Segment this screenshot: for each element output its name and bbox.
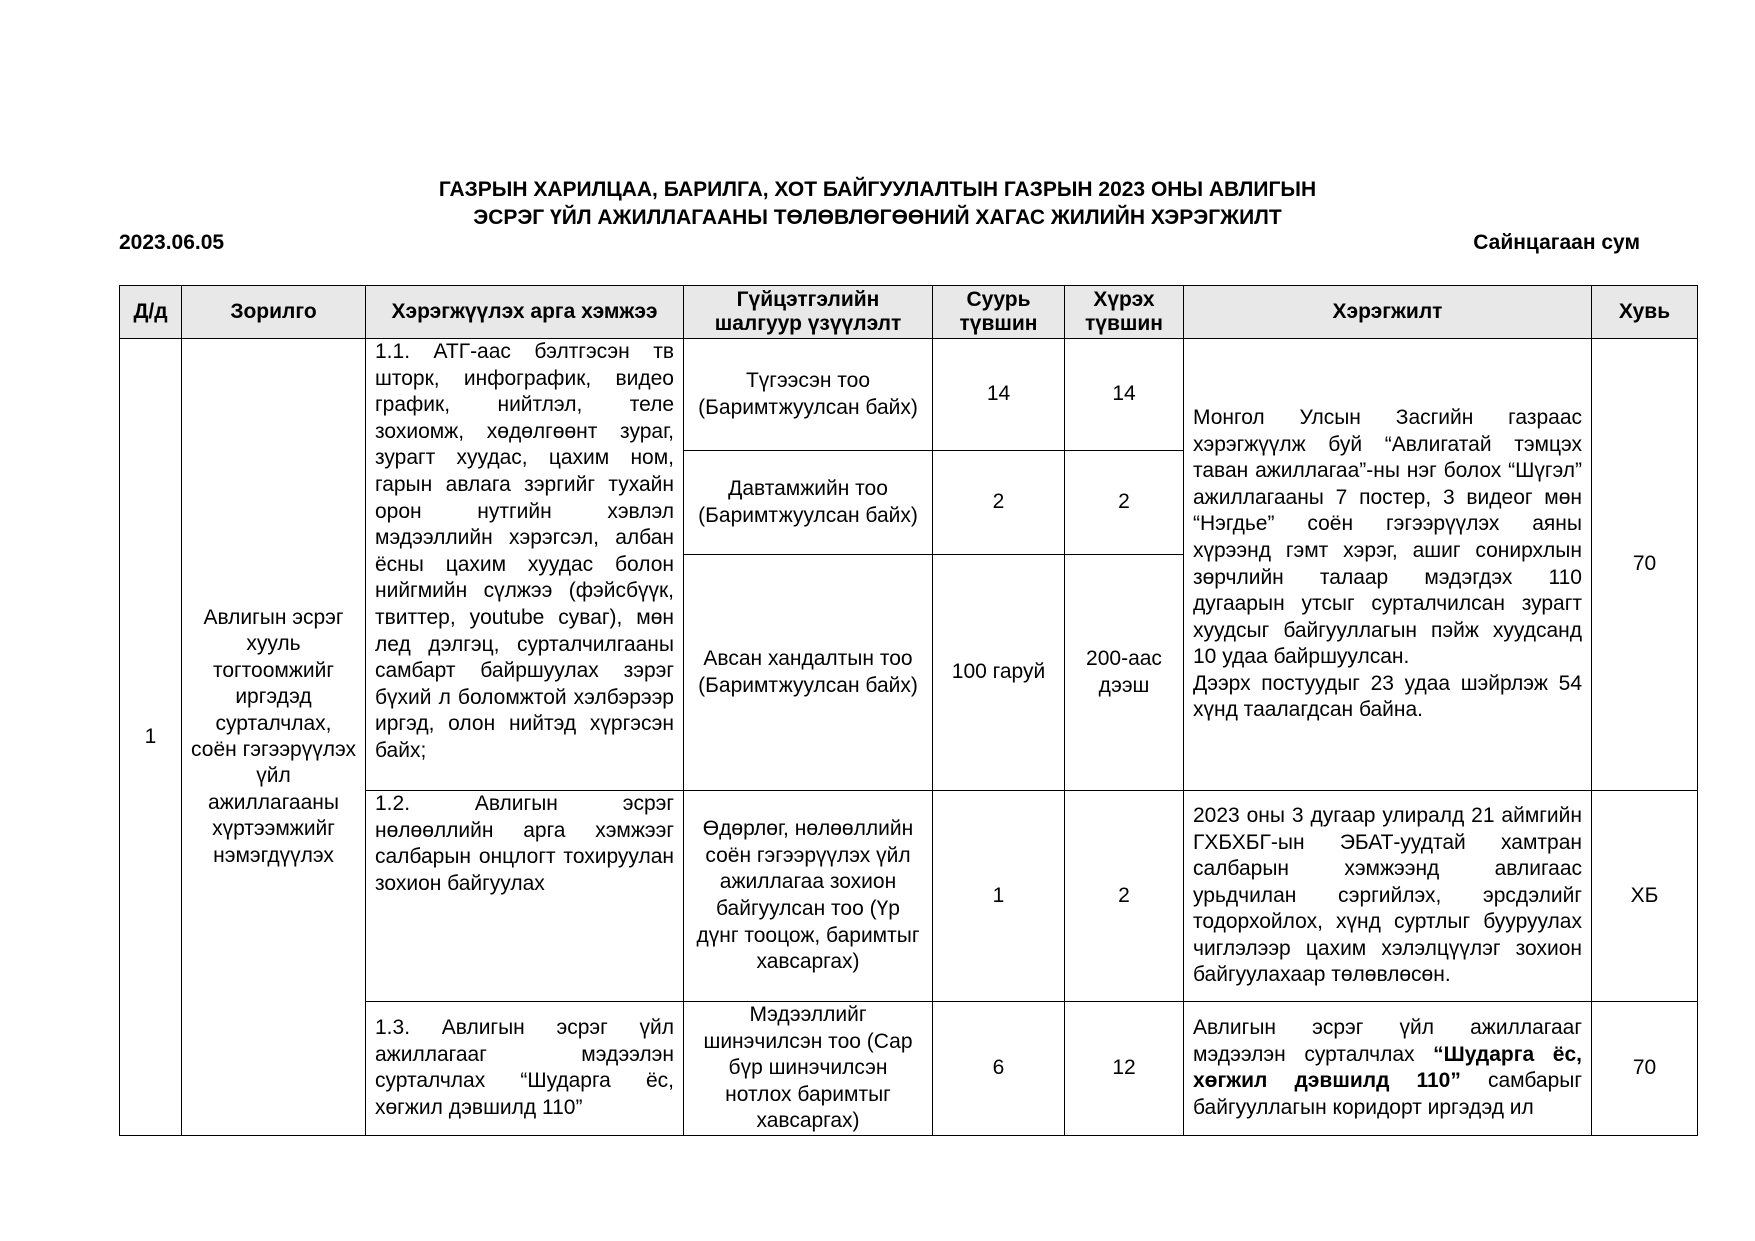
base-1-3: 6 (933, 1002, 1065, 1136)
base-1-2: 1 (933, 791, 1065, 1002)
implementation-1-3: Авлигын эсрэг үйл ажиллагааг мэдээлэн сурталчлах “Шударга ёс, хөгжил дэвшилд 110” самбарыг байгууллагын коридорт иргэдэд ил (1184, 1002, 1592, 1136)
measure-1-3: 1.3. Авлигын эсрэг үйл ажиллагааг мэдээлэн сурталчлах “Шударга ёс, хөгжил дэвшилд 110” (366, 1002, 684, 1136)
target-1-2: 2 (1065, 791, 1184, 1002)
base-1-1-c: 100 гаруй (933, 555, 1065, 791)
measure-1-1: 1.1. АТГ-аас бэлтгэсэн тв шторк, инфографик, видео график, нийтлэл, теле зохиомж, хөдөлгөөнт зураг, зурагт хуудас, цахим ном, гарын авлага зэргийг тухайн орон нутгийн хэвлэл мэдээллийн хэрэгсэл, албан ёсны цахим хуудас болон нийгмийн сүлжээ (фэйсбүүк, твиттер, youtube суваг), мөн лед дэлгэц, сурталчилгааны самбарт байршуулах зэрэг бүхий л боломжтой хэлбэрээр иргэд, олон нийтэд хүргэсэн байх; (366, 339, 684, 791)
percent-1-2: ХБ (1592, 791, 1698, 1002)
header-target-level: Хүрэх түвшин (1065, 286, 1184, 339)
header-indicator: Гүйцэтгэлийн шалгуур үзүүлэлт (684, 286, 933, 339)
target-1-1-c: 200-аас дээш (1065, 555, 1184, 791)
indicator-1-1-b: Давтамжийн тоо (Баримтжуулсан байх) (684, 451, 933, 555)
title-line-2: ЭСРЭГ ҮЙЛ АЖИЛЛАГААНЫ ТӨЛӨВЛӨГӨӨНИЙ ХАГАС ЖИЛИЙН ХЭРЭГЖИЛТ (473, 206, 1282, 229)
implementation-1-1 (1184, 339, 1592, 791)
implementation-1-2: 2023 оны 3 дугаар улиралд 21 аймгийн ГХБХБГ-ын ЭБАТ-уудтай хамтран салбарын хэмжээнд авлигаас урьдчилан сэргийлэх, эрсдэлийг тодорхойлох, хүнд суртлыг бууруулах чиглэлээр цахим хэлэлцүүлэг зохион байгуулахаар төлөвлөсөн. (1184, 791, 1592, 1002)
percent-1-3: 70 (1592, 1002, 1698, 1136)
header-implementation: Хэрэгжилт (1184, 286, 1592, 339)
document-date: 2023.06.05 (119, 231, 225, 254)
indicator-1-3: Мэдээллийг шинэчилсэн тоо (Сар бүр шинэчилсэн нотлох баримтыг хавсаргах) (684, 1002, 933, 1136)
row-number: 1 (120, 339, 182, 1136)
header-percent: Хувь (1592, 286, 1698, 339)
target-1-1-a: 14 (1065, 339, 1184, 451)
indicator-1-1-c: Авсан хандалтын тоо (Баримтжуулсан байх) (684, 555, 933, 791)
header-measure: Хэрэгжүүлэх арга хэмжээ (366, 286, 684, 339)
goal-cell: Авлигын эсрэг хууль тогтоомжийг иргэдэд сурталчлах, соён гэгээрүүлэх үйл ажиллагааны хүртээмжийг нэмэгдүүлэх (182, 339, 366, 1136)
measure-1-2: 1.2. Авлигын эсрэг нөлөөллийн арга хэмжээг салбарын онцлогт тохируулан зохион байгуулах (366, 791, 684, 1002)
indicator-1-1-a: Түгээсэн тоо (Баримтжуулсан байх) (684, 339, 933, 451)
target-1-3: 12 (1065, 1002, 1184, 1136)
indicator-1-2: Өдөрлөг, нөлөөллийн соён гэгээрүүлэх үйл ажиллагаа зохион байгуулсан тоо (Үр дүнг тооцож, баримтыг хавсаргах) (684, 791, 933, 1002)
target-1-1-b: 2 (1065, 451, 1184, 555)
header-base-level: Суурь түвшин (933, 286, 1065, 339)
base-1-1-b: 2 (933, 451, 1065, 555)
table-row (120, 339, 1698, 451)
header-goal: Зорилго (182, 286, 366, 339)
implementation-1-1-extra: Дээрх постуудыг 23 удаа шэйрлэж 54 хүнд таалагдсан байна. (1193, 671, 1582, 722)
table-header-row (120, 286, 1698, 339)
base-1-1-a: 14 (933, 339, 1065, 451)
header-no: Д/д (120, 286, 182, 339)
percent-1-1: 70 (1592, 339, 1698, 791)
document-title (0, 176, 1755, 232)
implementation-1-1-text: Монгол Улсын Засгийн газраас хэрэгжүүлж буй “Авлигатай тэмцэх таван ажиллагаа”-ны нэг болох “Шүгэл” ажиллагааны 7 постер, 3 видеог мөн “Нэгдье” соён гэгээрүүлэх аяны хүрээнд гэмт хэрэг, ашиг сонирхлын зөрчлийн талаар мэдэгдэх 110 дугаарын утсыг сурталчилсан зурагт хуудсыг байгууллагын пэйж хуудсанд 10 удаа байршуулсан. (1193, 405, 1582, 669)
document-place: Сайнцагаан сум (1473, 231, 1640, 254)
plan-table (119, 285, 1698, 1136)
title-line-1: ГАЗРЫН ХАРИЛЦАА, БАРИЛГА, ХОТ БАЙГУУЛАЛТЫН ГАЗРЫН 2023 ОНЫ АВЛИГЫН (438, 178, 1317, 201)
